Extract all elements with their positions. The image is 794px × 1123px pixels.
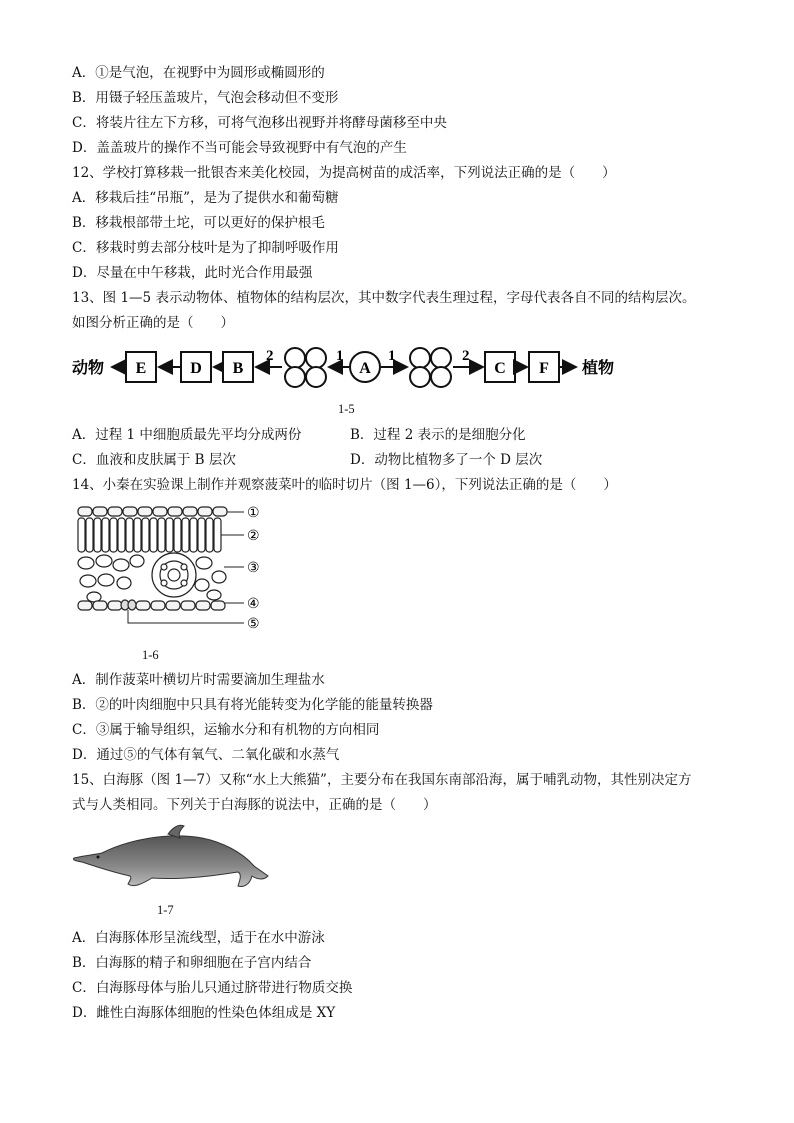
white-dolphin-image (72, 822, 272, 897)
box-d-label: D (190, 360, 202, 377)
box-b-label: B (232, 360, 244, 377)
figure-1-7-caption: 1-7 (157, 903, 174, 917)
vein-bundle (152, 553, 196, 597)
q15-option-b: B．白海豚的精子和卵细胞在子宫内结合 (72, 955, 312, 971)
q11-option-b: B．用镊子轻压盖玻片，气泡会移动但不变形 (72, 90, 339, 106)
figure-1-5-caption: 1-5 (338, 402, 355, 416)
q12-option-a: A．移栽后挂“吊瓶”，是为了提供水和葡萄糖 (72, 190, 339, 206)
q14-option-c: C．③属于输导组织，运输水分和有机物的方向相同 (72, 722, 380, 738)
stoma (121, 600, 136, 610)
q12-option-d: D．尽量在中午移栽，此时光合作用最强 (72, 265, 313, 281)
structure-level-diagram (70, 340, 630, 396)
label-4: ④ (247, 597, 260, 612)
lower-epidermis (78, 601, 225, 610)
q12-option-c: C．移栽时剪去部分枝叶是为了抑制呼吸作用 (72, 240, 339, 256)
animal-label: 动物 (72, 360, 105, 377)
q12-stem: 12、学校打算移栽一批银杏来美化校园，为提高树苗的成活率，下列说法正确的是（ ） (72, 165, 616, 181)
q11-option-c: C．将装片往左下方移，可将气泡移出视野并将酵母菌移至中央 (72, 115, 447, 131)
q13-option-d: D．动物比植物多了一个 D 层次 (350, 452, 543, 468)
palisade-layer (78, 518, 221, 552)
q12-option-b: B．移栽根部带土坨，可以更好的保护根毛 (72, 215, 325, 231)
q15-option-c: C．白海豚母体与胎儿只通过脐带进行物质交换 (72, 980, 353, 996)
q13-stem-line2: 如图分析正确的是（ ） (72, 315, 234, 331)
process-number-right-2: 2 (462, 348, 470, 364)
q15-option-d: D．雌性白海豚体细胞的性染色体组成是 XY (72, 1005, 336, 1021)
box-e-label: E (135, 360, 147, 377)
leaf-cross-section-figure (74, 503, 274, 631)
q14-stem: 14、小秦在实验课上制作并观察菠菜叶的临时切片（图 1—6），下列说法正确的是（ ） (72, 477, 617, 493)
q15-stem-line1: 15、白海豚（图 1—7）又称“水上大熊猫”，主要分布在我国东南部沿海，属于哺乳动物，其性别决定方 (72, 772, 692, 788)
q14-option-d: D．通过⑤的气体有氧气、二氧化碳和水蒸气 (72, 747, 340, 763)
circle-a-label: A (359, 360, 371, 377)
q15-stem-line2: 式与人类相同。下列关于白海豚的说法中，正确的是（ ） (72, 797, 437, 813)
upper-epidermis (78, 507, 227, 516)
box-c-label: C (494, 360, 506, 377)
q14-option-b: B．②的叶肉细胞中只具有将光能转变为化学能的能量转换器 (72, 697, 433, 713)
label-3: ③ (247, 561, 260, 576)
q14-option-a: A．制作菠菜叶横切片时需要滴加生理盐水 (72, 672, 325, 688)
process-number-left-1: 1 (336, 348, 344, 364)
cell-cluster-right (410, 348, 451, 387)
q13-option-b: B．过程 2 表示的是细胞分化 (350, 427, 526, 443)
q11-option-a: A．①是气泡，在视野中为圆形或椭圆形的 (72, 65, 325, 81)
q13-option-a: A．过程 1 中细胞质最先平均分成两份 (72, 427, 302, 443)
q11-option-d: D．盖盖玻片的操作不当可能会导致视野中有气泡的产生 (72, 140, 407, 156)
q13-option-c: C．血液和皮肤属于 B 层次 (72, 452, 236, 468)
figure-1-6-caption: 1-6 (142, 648, 159, 662)
q15-option-a: A．白海豚体形呈流线型，适于在水中游泳 (72, 930, 325, 946)
label-2: ② (247, 529, 260, 544)
cell-cluster-left (285, 348, 326, 387)
process-number-left-2: 2 (266, 348, 274, 364)
plant-label: 植物 (582, 360, 615, 377)
box-f-label: F (539, 360, 549, 377)
process-number-right-1: 1 (388, 348, 396, 364)
label-5: ⑤ (247, 617, 260, 631)
q13-stem-line1: 13、图 1—5 表示动物体、植物体的结构层次，其中数字代表生理过程，字母代表各自不同的结构层次。 (72, 290, 696, 306)
label-1: ① (247, 506, 260, 521)
